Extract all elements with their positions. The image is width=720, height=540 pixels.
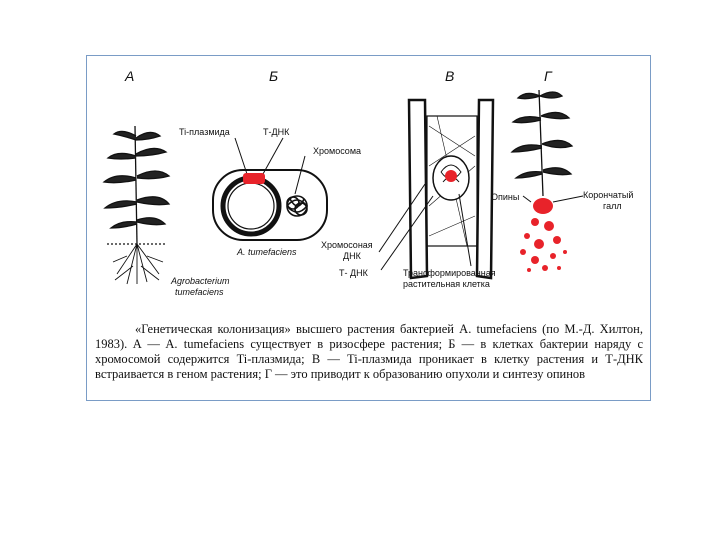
label-opines: Опины: [491, 192, 520, 202]
panel-label-a: A: [125, 68, 135, 84]
chromosome-tangle: [287, 196, 307, 216]
panel-label-g: Г: [544, 68, 552, 84]
panel-v-plant-cell: [379, 100, 493, 278]
caption-text: «Генетическая колонизация» высшего растения бактерией A. tumefaciens (по М.-Д. Хилтон, 1983). A — A. tumefaciens существует в ризосфере растения; Б — в клетках бактерии наряду с хромосомой содержится Ti-плазмида; В — Ti-плазмида проникает в клетку растения и Т-ДНК встраивается в геном растения; Г — это приводит к образованию опухоли и синтезу опинов: [95, 322, 643, 381]
crown-gall: [520, 198, 567, 272]
figure-caption: [95, 322, 643, 382]
label-crown-gall-1: Корончатый: [583, 190, 634, 200]
figure-frame: [86, 55, 651, 401]
t-dna-insert: [445, 170, 457, 182]
label-a-tumefaciens: A. tumefaciens: [237, 247, 297, 257]
label-chromosomal-dna-2: ДНК: [343, 251, 361, 261]
panel-label-b: Б: [269, 68, 279, 84]
label-t-dna-top: Т-ДНК: [263, 127, 290, 137]
label-t-dna-bottom: Т- ДНК: [339, 268, 368, 278]
label-agrobacterium-1: Agrobacterium: [171, 276, 230, 286]
panel-label-v: В: [445, 68, 455, 84]
panel-g-plant: [512, 90, 583, 202]
label-agrobacterium-2: tumefaciens: [175, 287, 224, 297]
label-chromosomal-dna-1: Хромосоная: [321, 240, 373, 250]
panel-b-bacterium: [213, 138, 327, 240]
label-crown-gall-2: галл: [603, 201, 622, 211]
label-transformed-1: Трансформированная: [403, 268, 496, 278]
panel-a-plant: [104, 126, 169, 284]
t-dna-segment: [243, 173, 265, 184]
label-transformed-2: растительная клетка: [403, 279, 490, 289]
label-chromosome: Хромосома: [313, 146, 362, 156]
label-ti-plasmid: Ti-плазмида: [179, 127, 230, 137]
